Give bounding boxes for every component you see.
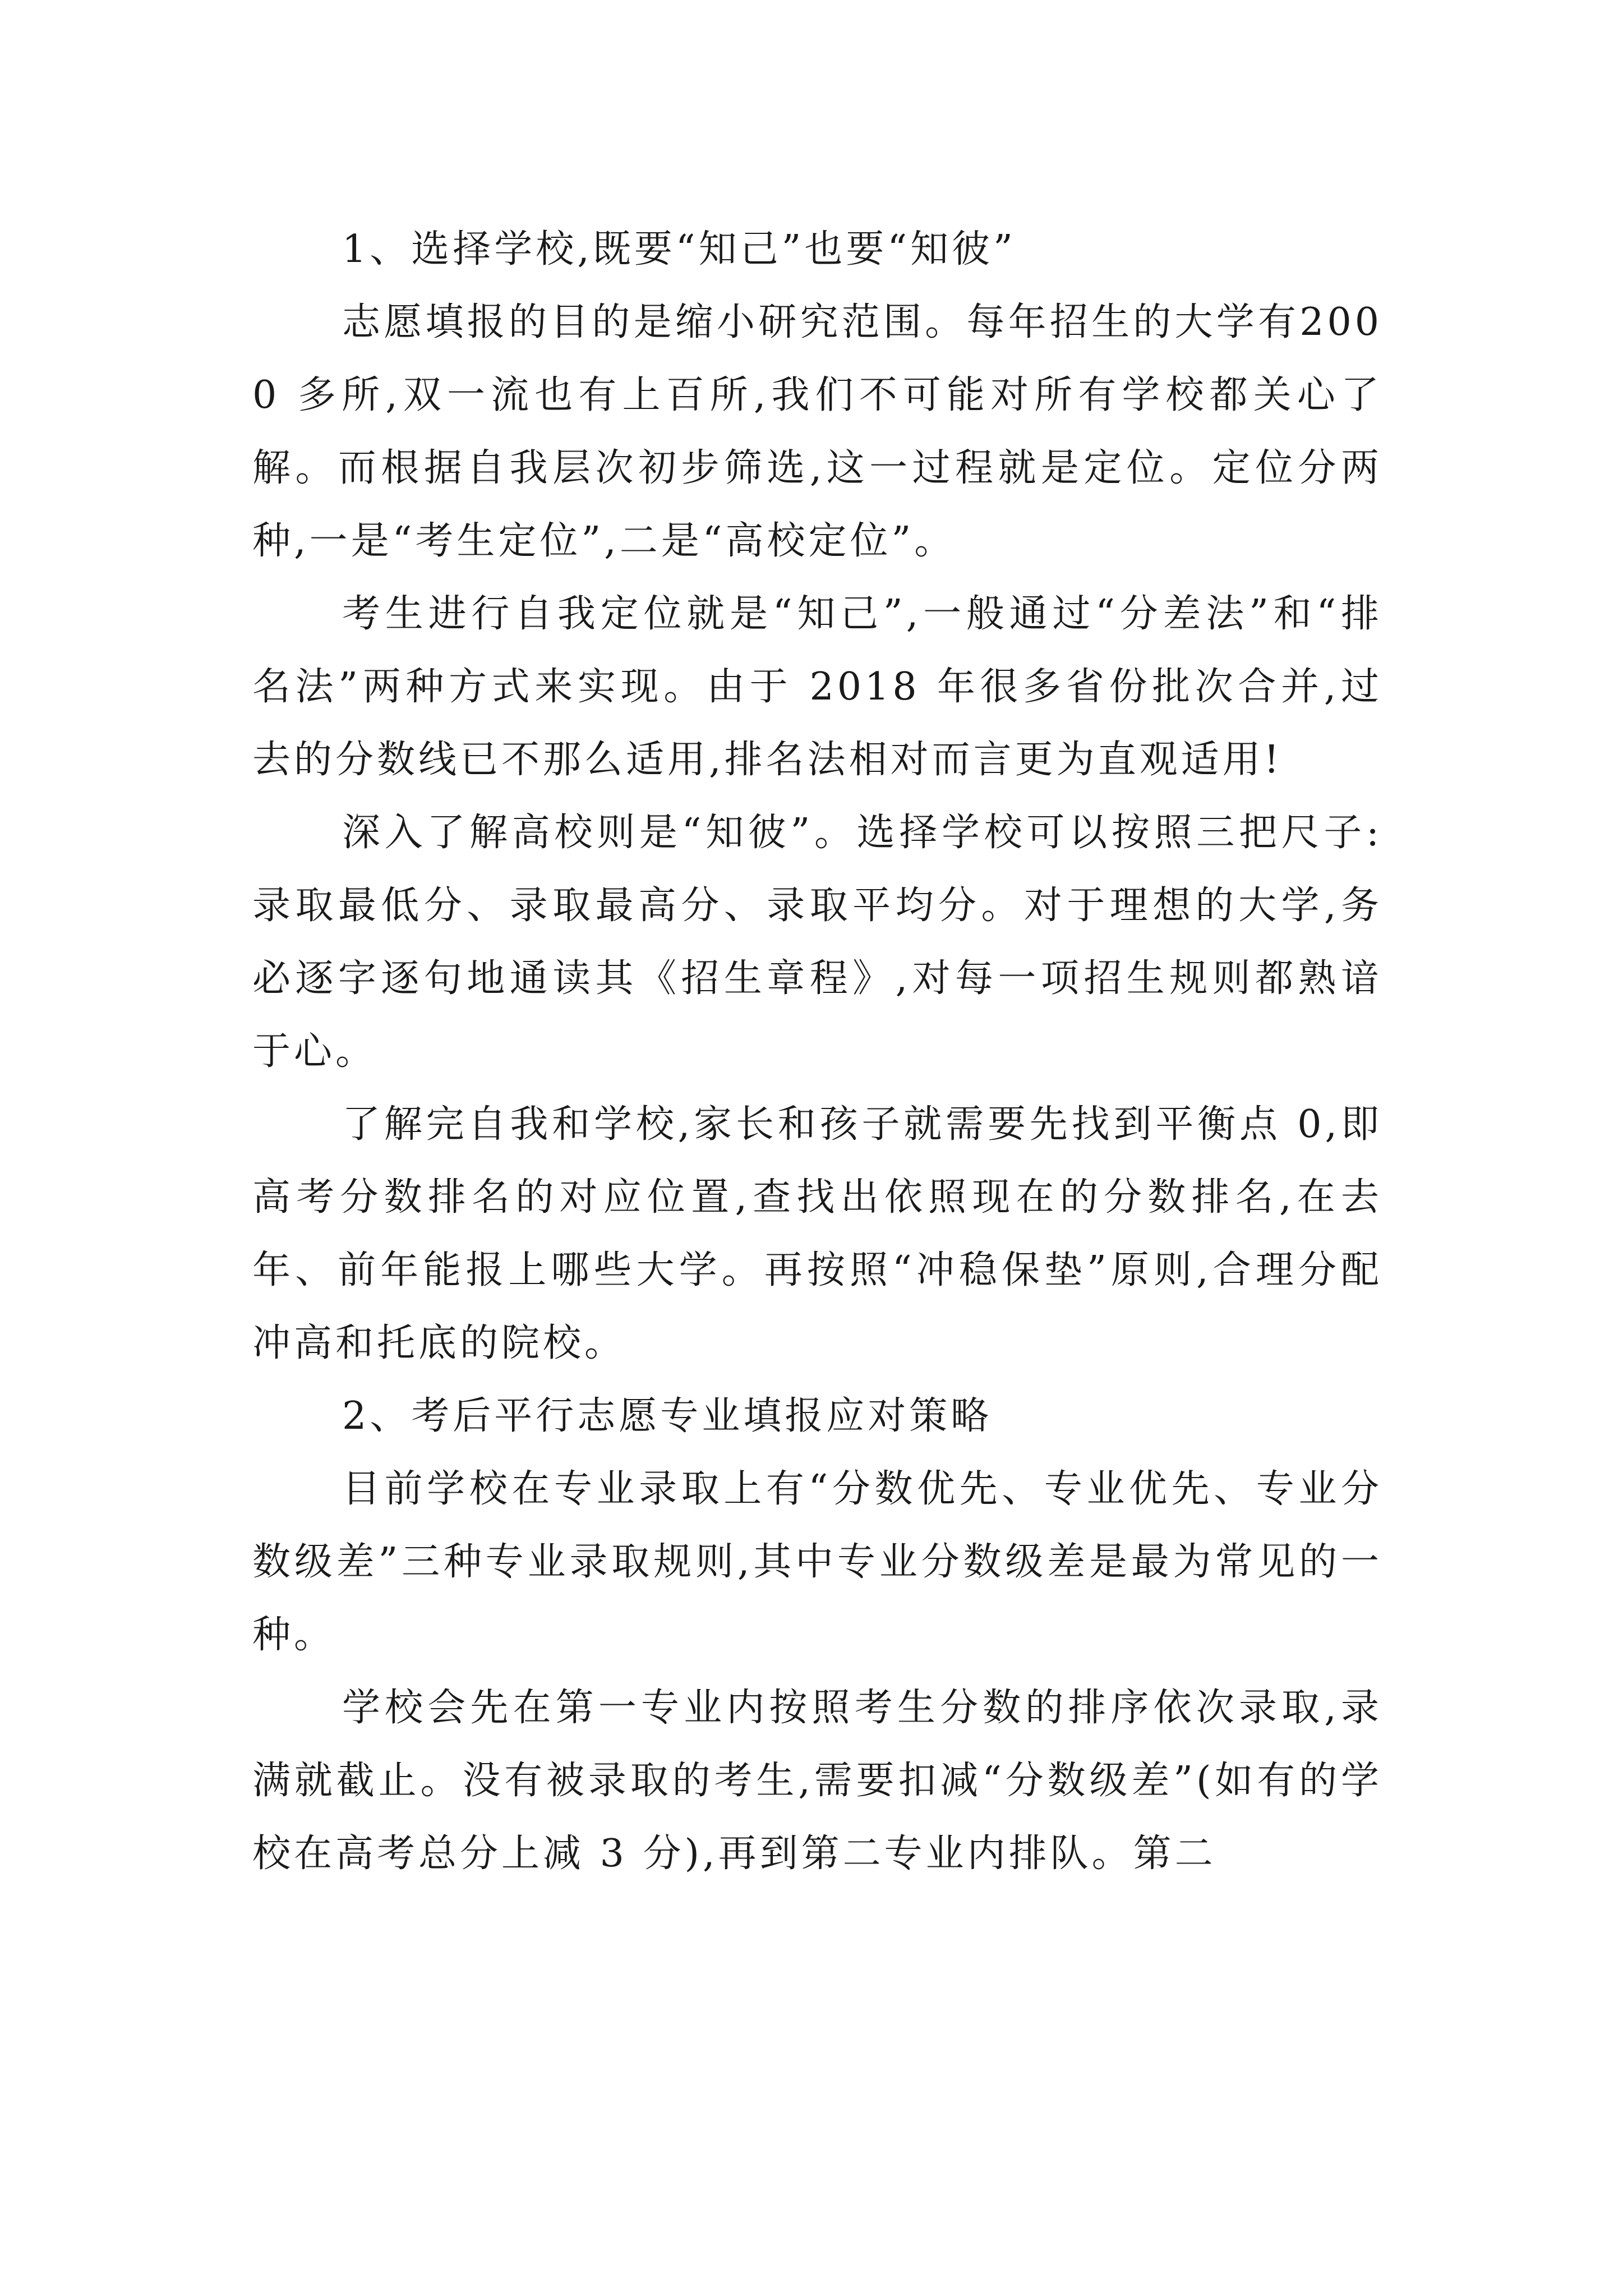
paragraph-know-yourself: 考生进行自我定位就是“知己”,一般通过“分差法”和“排名法”两种方式来实现。由于 2018 年很多省份批次合并,过去的分数线已不那么适用,排名法相对而言更为直观适用! bbox=[252, 592, 1382, 782]
paragraph-positioning: 志愿填报的目的是缩小研究范围。每年招生的大学有2000 多所,双一流也有上百所,我们不可能对所有学校都关心了解。而根据自我层次初步筛选,这一过程就是定位。定位分两种,一是“考生定位”,二是“高校定位”。 bbox=[252, 300, 1382, 563]
section-heading-1: 1、选择学校,既要“知己”也要“知彼” bbox=[342, 227, 1016, 272]
document-body bbox=[252, 213, 1382, 1890]
paragraph-score-gap: 学校会先在第一专业内按照考生分数的排序依次录取,录满就截止。没有被录取的考生,需要扣减“分数级差”(如有的学校在高考总分上减 3 分),再到第二专业内排队。第二 bbox=[252, 1686, 1382, 1876]
paragraph-know-school: 深入了解高校则是“知彼”。选择学校可以按照三把尺子:录取最低分、录取最高分、录取平均分。对于理想的大学,务必逐字逐句地通读其《招生章程》,对每一项招生规则都熟谙于心。 bbox=[252, 811, 1382, 1074]
paragraph-admission-rules: 目前学校在专业录取上有“分数优先、专业优先、专业分数级差”三种专业录取规则,其中专业分数级差是最为常见的一种。 bbox=[252, 1467, 1382, 1657]
section-heading-2: 2、考后平行志愿专业填报应对策略 bbox=[342, 1394, 993, 1438]
paragraph-balance-point: 了解完自我和学校,家长和孩子就需要先找到平衡点 0,即高考分数排名的对应位置,查找出依照现在的分数排名,在去年、前年能报上哪些大学。再按照“冲稳保垫”原则,合理分配冲高和托底的院校。 bbox=[252, 1102, 1382, 1365]
